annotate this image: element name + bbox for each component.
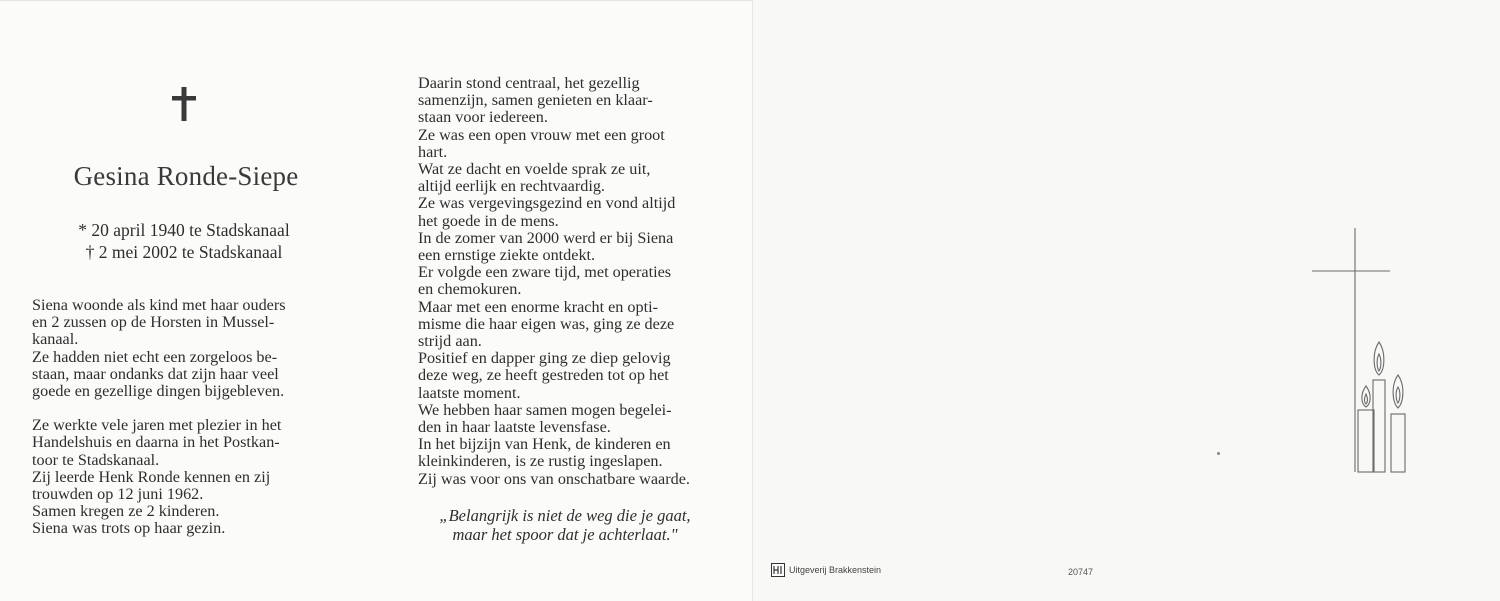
latin-cross-icon [170, 87, 198, 121]
text-line: Maar met een enorme kracht en opti- [418, 297, 659, 316]
text-line: Zij leerde Henk Ronde kennen en zij [32, 467, 271, 486]
closing-quote [400, 506, 730, 544]
text-line: samenzijn, samen genieten en klaar- [418, 91, 653, 110]
text-line: staan voor iedereen. [418, 108, 548, 127]
text-line: Wat ze dacht en voelde sprak ze uit, [418, 160, 651, 179]
text-line: altijd eerlijk en rechtvaardig. [418, 177, 605, 196]
biography-right-column [418, 75, 722, 488]
text-line: Handelshuis en daarna in het Postkan- [32, 433, 280, 452]
text-line: Zij was voor ons van onschatbare waarde. [418, 469, 690, 488]
paper-speck [1217, 452, 1220, 455]
text-line: Ze was een open vrouw met een groot [418, 125, 665, 144]
cross-with-candles-icon [1306, 224, 1406, 476]
quote-line: maar het spoor dat je achterlaat." [452, 525, 678, 544]
quote-line: „Belangrijk is niet de weg die je gaat, [439, 506, 691, 525]
text-line: Positief en dapper ging ze diep gelovig [418, 349, 671, 368]
publisher-logo-icon [771, 563, 785, 577]
text-line: laatste moment. [418, 383, 521, 402]
text-line: kanaal. [32, 330, 79, 349]
text-line: strijd aan. [418, 332, 482, 351]
publisher-name: Uitgeverij Brakkenstein [789, 565, 882, 575]
text-line: In het bijzijn van Henk, de kinderen en [418, 435, 671, 454]
text-line: hart. [418, 142, 448, 161]
text-line: het goede in de mens. [418, 211, 559, 230]
text-line: Ze was vergevingsgezind en vond altijd [418, 194, 676, 213]
text-line: Samen kregen ze 2 kinderen. [32, 502, 220, 521]
deceased-name: Gesina Ronde-Siepe [73, 161, 299, 191]
text-line: misme die haar eigen was, ging ze deze [418, 314, 675, 333]
text-line: In de zomer van 2000 werd er bij Siena [418, 228, 674, 247]
card-code: 20747 [1068, 567, 1094, 577]
text-line: den in haar laatste levensfase. [418, 418, 611, 437]
text-line: staan, maar ondanks dat zijn haar veel [32, 364, 279, 383]
text-line: en chemokuren. [418, 280, 522, 299]
text-line: Er volgde een zware tijd, met operaties [418, 263, 672, 282]
text-line: We hebben haar samen mogen begelei- [418, 400, 672, 419]
text-line: Daarin stond centraal, het gezellig [418, 74, 640, 92]
biography-paragraph [32, 297, 340, 400]
text-line: deze weg, ze heeft gestreden tot op het [418, 366, 669, 385]
text-line: goede en gezellige dingen bijgebleven. [32, 382, 285, 401]
text-line: en 2 zussen op de Horsten in Mussel- [32, 313, 275, 332]
death-date: † 2 mei 2002 te Stadskanaal [85, 242, 283, 262]
text-line: kleinkinderen, is ze rustig ingeslapen. [418, 452, 663, 471]
birth-date: * 20 april 1940 te Stadskanaal [78, 220, 290, 240]
text-line: Siena woonde als kind met haar ouders [32, 296, 286, 314]
publisher-mark [771, 563, 881, 577]
text-line: Ze werkte vele jaren met plezier in het [32, 416, 282, 435]
life-dates [54, 219, 314, 263]
text-line: Ze hadden niet echt een zorgeloos be- [32, 347, 278, 366]
text-line: Siena was trots op haar gezin. [32, 519, 226, 538]
biography-paragraph [32, 417, 340, 537]
text-line: trouwden op 12 juni 1962. [32, 485, 204, 504]
biography-left-column [32, 297, 340, 538]
text-line: toor te Stadskanaal. [32, 450, 160, 469]
text-line: een ernstige ziekte ontdekt. [418, 246, 596, 265]
